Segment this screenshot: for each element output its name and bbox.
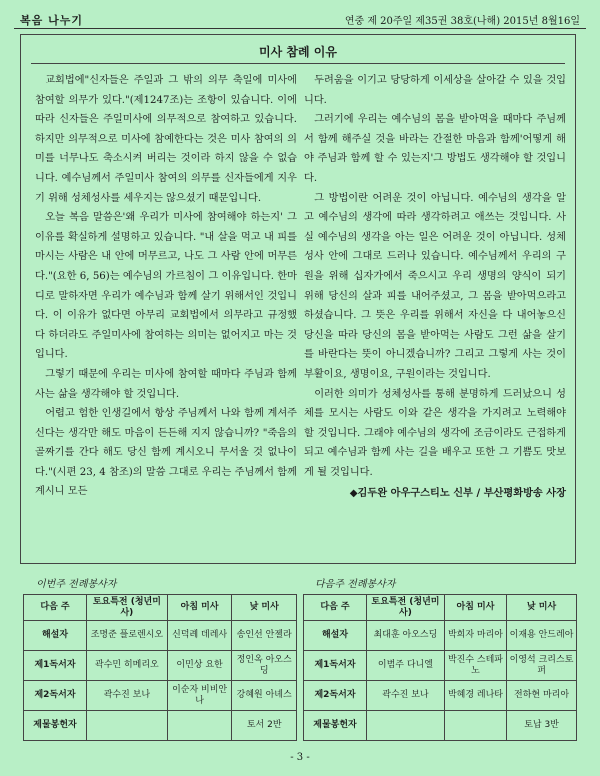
page-number: - 3 - [290,752,310,763]
next-week-table [303,594,577,741]
table-cell: 강혜원 아녜스 [232,681,297,711]
table-cell: 토납 3반 [507,711,577,741]
article-title: 미사 참례 이유 [259,45,337,59]
table-cell: 곽수민 히메리오 [87,651,168,681]
table-cell: 박진수 스테파노 [444,651,506,681]
issue-info: 연중 제 20주일 제35권 38호(나해) 2015년 8월16일 [344,16,580,27]
article-paragraph: 그 방법이란 어려운 것이 아닙니다. 예수님의 생각을 알고 예수님의 생각에 따라 생각하려고 애쓰는 것입니다. 사실 예수님의 생각을 아는 일은 어려운 것이 아닙니다. 성체성사 안에 그대로 드러나 있습니다. 예수님께서 우리의 구원을 위해 십자가에서 죽으시고 우리 생명의 양식이 되기 위해 당신의 살과 피를 내어주셨고, 그 몸을 받아먹으라고 하셨습니다. 그 뜻은 우리를 위해서 자신을 다 내어놓으신 당신을 따라 당신의 몸을 받아먹는 사람도 그런 삶을 살기를 바란다는 뜻이 아니겠습니까? 그리고 그렇게 사는 것이 부활이요, 생명이요, 구원이라는 것입니다. [304,192,566,380]
article-left-column [35,71,297,502]
table-cell: 토서 2반 [232,711,297,741]
article-box [20,34,576,564]
table-cell [87,711,168,741]
table-row [304,711,577,741]
table-cell: 곽수진 보나 [367,681,445,711]
author-signature: ◆김두완 아우구스티노 신부 / 부산평화방송 사장 [349,487,566,500]
table-row [24,651,297,681]
table-row [304,681,577,711]
table-row [24,681,297,711]
table-header: 다음 주 [304,595,367,621]
table-cell [167,711,232,741]
table-cell: 박혜경 레나타 [444,681,506,711]
article-right-column [304,71,566,504]
table-cell: 곽수진 보나 [87,681,168,711]
table-header: 아침 미사 [444,595,506,621]
table-header: 낮 미사 [507,595,577,621]
article-paragraph: 오늘 복음 말씀은'왜 우리가 미사에 참여해야 하는지' 그 이유를 확실하게 설명하고 있습니다. "내 살을 먹고 내 피를 마시는 사람은 내 안에 머무르고, 나도 그 사람 안에 머무른다."(요한 6, 56)는 예수님의 가르침이 그 이유입니다. 한마디로 말하자면 우리가 예수님과 함께 살기 위해서인 것입니다. 이 이유가 없다면 아무리 교회법에서 의무라고 규정했다 하더라도 주일미사에 참여하는 의미는 없어지고 마는 것입니다. [35,212,297,361]
table-cell: 박희자 마리아 [444,621,506,651]
this-week-label: 이번주 전례봉사자 [36,579,117,590]
table-cell [367,711,445,741]
table-row [24,621,297,651]
table-header: 토요특전 (청년미사) [367,595,445,621]
role-cell: 제2독서자 [304,681,367,711]
title-divider [31,63,565,64]
role-cell: 해설자 [304,621,367,651]
table-cell: 최대훈 아오스딩 [367,621,445,651]
section-label: 복음 나누기 [20,14,83,27]
table-cell: 신덕례 데레사 [167,621,232,651]
article-paragraph: 어렵고 험한 인생길에서 항상 주님께서 나와 함께 계셔주신다는 생각만 해도 마음이 든든해 지지 않습니까? "죽음의 골짜기를 간다 해도 당신 함께 계시오니 무서울 것 없나이다."(시편 23, 4 참조)의 말씀 그대로 우리는 주님께서 함께 계시니 모든 [35,408,297,498]
role-cell: 제1독서자 [304,651,367,681]
table-cell: 이순자 비비안나 [167,681,232,711]
article-paragraph: 그렇기 때문에 우리는 미사에 참여할 때마다 주님과 함께 사는 삶을 생각해야 할 것입니다. [35,368,297,400]
table-row [24,711,297,741]
header-divider [14,28,586,29]
article-paragraph: 그러기에 우리는 예수님의 몸을 받아먹을 때마다 주님께서 함께 해주실 것을 바라는 간절한 마음과 함께'어떻게 해야 주님과 함께 할 수 있는지'그 방법도 생각해야 할 것입니다. [304,114,566,184]
table-cell: 이재용 안드레아 [507,621,577,651]
table-row [304,651,577,681]
next-week-label: 다음주 전례봉사자 [315,579,396,590]
article-paragraph: 교회법에"신자들은 주일과 그 밖의 의무 축일에 미사에 참여할 의무가 있다."(제1247조)는 조항이 있습니다. 이에 따라 신자들은 주일미사에 의무적으로 참여하고 있습니다. 하지만 의무적으로 미사에 참예한다는 것은 미사 참여의 의미를 너무나도 축소시켜 버리는 것이라 하지 않을 수 없습니다. 예수님께서 주일미사 참여의 의무를 신자들에게 지우기 위해 성체성사를 세우지는 않으셨기 때문입니다. [35,75,297,204]
role-cell: 해설자 [24,621,87,651]
role-cell: 제1독서자 [24,651,87,681]
role-cell: 제2독서자 [24,681,87,711]
table-header: 다음 주 [24,595,87,621]
table-row [304,621,577,651]
table-cell [444,711,506,741]
table-cell: 전하현 마리아 [507,681,577,711]
table-cell: 정인옥 아오스딩 [232,651,297,681]
table-header-row [24,595,297,621]
table-header: 낮 미사 [232,595,297,621]
article-paragraph: 두려움을 이기고 당당하게 이세상을 살아갈 수 있을 것입니다. [304,75,566,106]
table-cell: 송인선 안젤라 [232,621,297,651]
role-cell: 제물봉헌자 [304,711,367,741]
table-cell: 이영석 크리스토퍼 [507,651,577,681]
table-cell: 조명준 플로렌시오 [87,621,168,651]
role-cell: 제물봉헌자 [24,711,87,741]
table-cell: 이범주 다니엘 [367,651,445,681]
this-week-table [23,594,297,741]
table-cell: 이민상 요한 [167,651,232,681]
table-header: 토요특전 (청년미사) [87,595,168,621]
table-header-row [304,595,577,621]
article-paragraph: 이러한 의미가 성체성사를 통해 분명하게 드러났으니 성체를 모시는 사람도 이와 같은 생각을 가지려고 노력해야 할 것입니다. 그래야 예수님의 생각에 조금이라도 근접하게 되고 예수님과 함께 사는 길을 배우고 또한 그 기쁨도 맛보게 될 것입니다. [304,388,566,478]
table-header: 아침 미사 [167,595,232,621]
